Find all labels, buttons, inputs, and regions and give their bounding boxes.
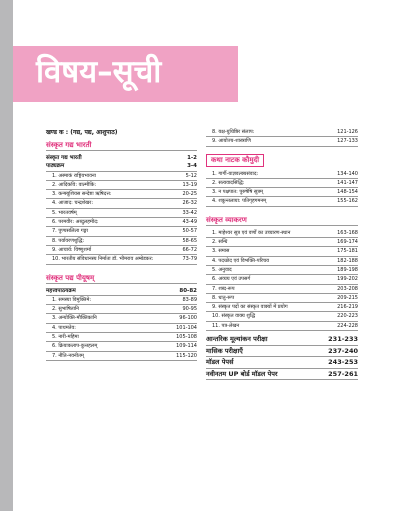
toc-entry[interactable] xyxy=(206,137,358,146)
toc-entry[interactable] xyxy=(46,172,197,181)
toc-entry[interactable] xyxy=(46,227,197,236)
entry-pages: 83-89 xyxy=(182,296,197,303)
toc-entry-major[interactable] xyxy=(206,334,358,346)
toc-entry[interactable] xyxy=(206,303,358,312)
entry-pages: 33-42 xyxy=(182,209,197,216)
entry-label: 1. माहेश्वर सूत्र एवं वर्णों का उच्चारण-स्थान xyxy=(212,229,291,236)
entry-label: 6. अव्यय एवं उपसर्ग xyxy=(212,276,251,283)
entry-pages: 175-181 xyxy=(337,248,358,255)
entry-label: 9. आयोज्य-शास्त्राणि xyxy=(212,138,251,145)
toc-entry[interactable] xyxy=(46,333,197,342)
entry-label: मॉडल पेपर्स xyxy=(206,358,234,367)
entry-pages: 169-174 xyxy=(337,239,358,246)
entry-label: 2. सन्धि xyxy=(212,239,228,246)
entry-pages: 115-120 xyxy=(176,352,197,359)
entry-pages: 231-233 xyxy=(328,335,358,344)
entry-label: 5. अनुवाद xyxy=(212,266,232,273)
section-heading-katha: कथा नाटक कौमुदी xyxy=(206,154,264,167)
entry-label: 9. संस्कृत पदों का संस्कृत वाक्यों में प्रयोग xyxy=(212,304,288,311)
toc-entry[interactable] xyxy=(46,246,197,255)
entry-label: 4. पदच्छेद एवं विभक्ति-परिचय xyxy=(212,257,270,264)
entry-label: 2. सत्यवादसिद्धि: xyxy=(212,179,245,186)
entry-pages: 58-65 xyxy=(182,237,197,244)
entry-pages: 182-188 xyxy=(337,257,358,264)
section-heading-vyakaran: संस्कृत व्याकरण xyxy=(206,216,358,226)
entry-label: मासिक परीक्षाएँ xyxy=(206,346,243,355)
entry-label: 3. न पक्षपात: पुरुषेषि सूत्रम् xyxy=(212,189,264,196)
toc-entry[interactable] xyxy=(206,312,358,321)
toc-entry[interactable] xyxy=(46,209,197,218)
right-column xyxy=(206,128,358,380)
entry-pages: 134-140 xyxy=(337,170,358,177)
toc-entry[interactable] xyxy=(206,294,358,303)
entry-pages: 121-126 xyxy=(337,129,358,135)
entry-pages: 13-19 xyxy=(182,181,197,188)
entry-pages: 3-4 xyxy=(187,163,197,170)
left-column xyxy=(46,128,197,361)
toc-entry[interactable] xyxy=(206,179,358,188)
toc-entry[interactable] xyxy=(46,314,197,323)
entry-label: 3. अन्योक्ति-मौक्तिकानि xyxy=(52,315,97,322)
entry-pages: 141-147 xyxy=(337,179,358,186)
toc-entry[interactable] xyxy=(46,255,197,264)
entry-label: 4. पाथमतेव: xyxy=(52,324,76,331)
entry-label: 8. पर्यावरणशुद्धि: xyxy=(52,237,85,244)
entry-pages: 224-228 xyxy=(337,322,358,329)
entry-pages: 105-108 xyxy=(176,334,197,341)
entry-label: 5. भारतवर्षम् xyxy=(52,209,77,216)
entry-pages: 209-215 xyxy=(337,294,358,301)
entry-pages: 101-104 xyxy=(176,324,197,331)
toc-entry-major[interactable] xyxy=(206,346,358,358)
toc-entry[interactable] xyxy=(46,305,197,314)
entry-label: 7. पुण्यसलिला गङ्गा xyxy=(52,228,89,235)
entry-label: 1. समस्या विमुक्तिमे: xyxy=(52,296,92,303)
section-heading-gadya: संस्कृत गद्य भारती xyxy=(46,141,197,151)
entry-label: 10. भारतीय संविधानस्य निर्माता डॉ. भीमराव अम्बेडकर: xyxy=(52,256,154,263)
toc-entry[interactable] xyxy=(206,322,358,331)
toc-entry[interactable] xyxy=(46,199,197,208)
toc-entry[interactable] xyxy=(46,342,197,351)
entry-pages: 148-154 xyxy=(337,189,358,196)
entry-label: 8. धातु-रूप xyxy=(212,294,235,301)
toc-entry-major[interactable] xyxy=(206,357,358,369)
entry-pages: 90-95 xyxy=(182,306,197,313)
entry-label: आन्तरिक मूल्यांकन परीक्षा xyxy=(206,335,268,344)
entry-label: 1. अस्माकं राष्ट्रियभावना xyxy=(52,172,96,179)
entry-pages: 237-240 xyxy=(328,346,358,355)
entry-label: 1. गार्गी-याज्ञवल्क्यसंवाद: xyxy=(212,170,259,177)
entry-label: 10. संस्कृत वाक्य शुद्धि xyxy=(212,313,256,320)
entry-pages: 73-79 xyxy=(182,256,197,263)
entry-pages: 20-25 xyxy=(182,191,197,198)
toc-entry[interactable] xyxy=(206,238,358,247)
toc-entry[interactable] xyxy=(46,352,197,361)
toc-entry-major[interactable] xyxy=(206,369,358,381)
entry-pages: 5-12 xyxy=(185,172,197,179)
toc-entry[interactable] xyxy=(46,237,197,246)
entry-pages: 155-162 xyxy=(337,198,358,205)
entry-label: 4. शकुन्तलाया: पतिगृहगमनम् xyxy=(212,198,267,205)
entry-pages: 199-202 xyxy=(337,276,358,283)
entry-label: 6. क्रियाकलाप-कुत्तहलम् xyxy=(52,343,98,350)
entry-pages: 163-168 xyxy=(337,229,358,236)
entry-label: संस्कृत गद्य भारती xyxy=(46,155,82,161)
toc-entry[interactable] xyxy=(46,218,197,227)
toc-entry[interactable] xyxy=(206,128,358,137)
page-title: विषय–सूची xyxy=(36,54,162,90)
entry-pages: 127-133 xyxy=(337,138,358,145)
entry-label: 3. कन्फ्यूशियस सन्देष्टा ऋषिदत्त: xyxy=(52,191,112,198)
entry-label: 9. आचार्य: विष्णुशर्मा xyxy=(52,246,92,253)
entry-label: 5. नारी-महिमा xyxy=(52,334,79,341)
toc-entry[interactable] xyxy=(206,275,358,284)
entry-pages: 257-261 xyxy=(328,369,358,378)
section-heading-padya: संस्कृत पद्य पीयूषम् xyxy=(46,274,197,284)
toc-entry[interactable] xyxy=(46,324,197,333)
toc-entry[interactable] xyxy=(46,162,197,171)
entry-label: 8. यक्ष-युधिष्ठिर संलाप: xyxy=(212,129,255,135)
part-heading: खण्ड क : (गद्य, पद्य, आशुपाठ) xyxy=(46,129,118,136)
entry-pages: 1-2 xyxy=(187,155,197,161)
toc-entry[interactable] xyxy=(206,170,358,179)
toc-entry[interactable] xyxy=(206,229,358,238)
entry-pages: 66-72 xyxy=(182,246,197,253)
entry-label: महत्त्वपाठयक्रम xyxy=(46,287,76,294)
toc-entry[interactable] xyxy=(46,154,197,162)
entry-label: 7. नीति-नवनीतम् xyxy=(52,352,84,359)
entry-pages: 220-223 xyxy=(337,313,358,320)
entry-pages: 80-82 xyxy=(179,287,197,294)
toc-entry[interactable] xyxy=(206,285,358,294)
entry-pages: 203-208 xyxy=(337,285,358,292)
toc-entry[interactable] xyxy=(206,247,358,256)
entry-label: पाठ्यक्रम xyxy=(46,163,65,170)
entry-label: नवीनतम UP बोर्ड मॉडल पेपर xyxy=(206,369,278,378)
entry-label: 4. आजाद: चन्द्रशेखर: xyxy=(52,200,93,207)
entry-label: 11. पत्र-लेखन xyxy=(212,322,240,329)
entry-pages: 109-114 xyxy=(176,343,197,350)
entry-label: 7. शब्द-रूप xyxy=(212,285,235,292)
entry-pages: 243-253 xyxy=(328,358,358,367)
toc-entry[interactable] xyxy=(46,181,197,190)
entry-label: 2. सुभाषितानि xyxy=(52,306,79,313)
entry-pages: 189-198 xyxy=(337,266,358,273)
toc-entry[interactable] xyxy=(206,266,358,275)
entry-pages: 216-219 xyxy=(337,304,358,311)
entry-label: 6. परमवीर: अब्दुलहमीद: xyxy=(52,219,99,226)
entry-label: 2. आदिकवि: वाल्मीकि: xyxy=(52,181,97,188)
grey-sidebar xyxy=(0,0,13,511)
toc-entry[interactable] xyxy=(46,190,197,199)
entry-pages: 26-32 xyxy=(182,200,197,207)
toc-entry[interactable] xyxy=(206,197,358,206)
toc-entry[interactable] xyxy=(46,296,197,305)
entry-label: 3. समास xyxy=(212,248,230,255)
toc-entry[interactable] xyxy=(46,287,197,296)
entry-pages: 96-100 xyxy=(179,315,197,322)
toc-entry[interactable] xyxy=(206,257,358,266)
entry-pages: 50-57 xyxy=(182,228,197,235)
entry-pages: 43-49 xyxy=(182,219,197,226)
toc-entry[interactable] xyxy=(206,188,358,197)
